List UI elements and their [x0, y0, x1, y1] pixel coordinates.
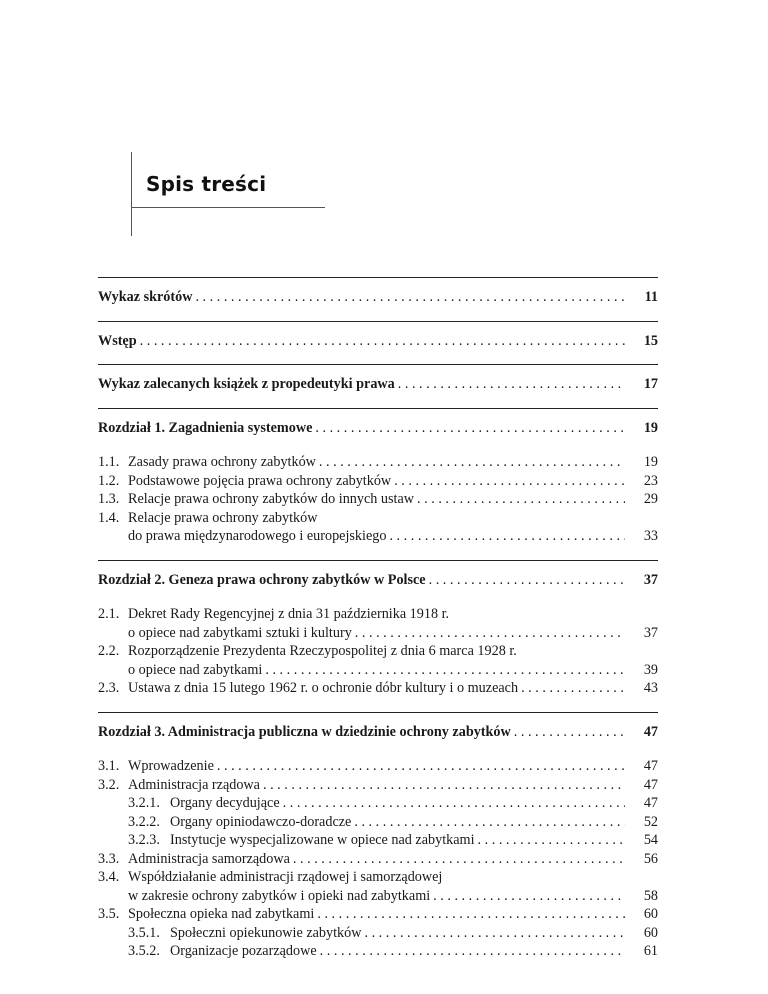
dot-leader	[317, 905, 625, 924]
toc-entry	[98, 942, 658, 961]
toc-page-number: 56	[643, 850, 658, 867]
dot-leader	[354, 813, 625, 832]
toc-entry-number: 3.4.	[98, 869, 120, 885]
toc-entry-number: 3.2.1.	[128, 795, 160, 811]
toc-entry	[98, 472, 658, 491]
toc-page-number: 39	[643, 661, 658, 678]
toc-entry-number: 2.3.	[98, 680, 120, 696]
toc-entry-number: 3.3.	[98, 850, 120, 867]
toc-entry-number: 3.5.1.	[128, 924, 160, 941]
title-horizontal-rule	[131, 207, 325, 208]
toc-entry	[98, 642, 658, 661]
dot-leader	[389, 527, 625, 546]
toc-divider	[98, 408, 658, 409]
toc-page-number: 37	[643, 624, 658, 641]
toc-entry-title: Społeczna opieka nad zabytkami	[128, 906, 315, 922]
dot-leader	[140, 332, 625, 351]
dot-leader	[315, 419, 625, 438]
toc-entry-number: 1.4.	[98, 509, 120, 526]
toc-entry-number: 3.2.2.	[128, 813, 160, 830]
toc-entry-title: Relacje prawa ochrony zabytków	[128, 509, 318, 526]
toc-entry-title: Administracja samorządowa	[128, 850, 290, 867]
toc-entry-title-continued: o opiece nad zabytkami	[128, 661, 263, 678]
toc-page-number: 23	[643, 472, 658, 489]
toc-divider	[98, 321, 658, 322]
toc-entry-title-continued: w zakresie ochrony zabytków i opieki nad zabytkami	[128, 887, 431, 904]
toc-entry-number: 1.1.	[98, 454, 120, 470]
toc-entry-title: Instytucje wyspecjalizowane w opiece nad zabytkami	[170, 832, 475, 848]
toc-divider	[98, 712, 658, 713]
toc-entry	[98, 679, 658, 698]
toc-entry-title-continued: do prawa międzynarodowego i europejskiego	[128, 528, 387, 544]
toc-page-number: 47	[643, 795, 658, 811]
toc-entry-title: Relacje prawa ochrony zabytków do innych ustaw	[128, 491, 415, 507]
toc-entry	[98, 453, 658, 472]
dot-leader	[355, 624, 625, 643]
toc-page-number: 11	[644, 289, 658, 305]
toc-entry	[98, 813, 658, 832]
toc-entry-continuation	[98, 887, 658, 906]
toc-page-number: 47	[643, 758, 658, 774]
toc-entry-number: 3.5.2.	[128, 943, 160, 959]
page-title: Spis treści	[146, 172, 267, 196]
dot-leader	[263, 776, 625, 795]
dot-leader	[398, 375, 625, 394]
toc-entry-title: Administracja rządowa	[128, 776, 260, 793]
toc-entry-title: Wstęp	[98, 332, 137, 349]
dot-leader	[394, 472, 625, 491]
toc-entry-continuation	[98, 624, 658, 643]
toc-page-number: 19	[643, 419, 658, 436]
toc-entry	[98, 776, 658, 795]
toc-entry-title: Dekret Rady Regencyjnej z dnia 31 października 1918 r.	[128, 606, 450, 622]
toc-entry-number: 1.3.	[98, 491, 120, 507]
toc-page-number: 47	[643, 776, 658, 793]
toc-entry-number: 3.5.	[98, 906, 120, 922]
dot-leader	[217, 757, 625, 776]
toc-divider	[98, 364, 658, 365]
dot-leader	[514, 723, 625, 742]
toc-entry-title: Rozdział 2. Geneza prawa ochrony zabytków w Polsce	[98, 571, 426, 588]
toc-page-number: 54	[643, 832, 658, 848]
toc-entry-title: Podstawowe pojęcia prawa ochrony zabytków	[128, 472, 392, 489]
toc-page-number: 52	[643, 813, 658, 830]
toc-entry-continuation	[98, 527, 658, 546]
dot-leader	[283, 794, 625, 813]
toc-page-number: 19	[643, 454, 658, 470]
toc-entry-title: Organy opiniodawczo-doradcze	[170, 813, 352, 830]
dot-leader	[521, 679, 625, 698]
toc-divider	[98, 277, 658, 278]
toc-entry-number: 2.2.	[98, 643, 120, 659]
toc-entry	[98, 794, 658, 813]
dot-leader	[319, 453, 625, 472]
toc-page-number: 47	[643, 723, 658, 740]
toc-entry	[98, 571, 658, 590]
toc-entry-title: Wykaz zalecanych książek z propedeutyki prawa	[98, 376, 395, 392]
toc-entry	[98, 332, 658, 351]
toc-entry-number: 2.1.	[98, 606, 120, 622]
dot-leader	[364, 924, 625, 943]
toc-entry-title-continued: o opiece nad zabytkami sztuki i kultury	[128, 624, 352, 641]
dot-leader	[293, 850, 625, 869]
toc-entry-title: Zasady prawa ochrony zabytków	[128, 454, 316, 470]
toc-page-number: 60	[643, 924, 658, 941]
dot-leader	[429, 571, 625, 590]
toc-entry-number: 3.2.	[98, 776, 120, 793]
toc-page-number: 58	[643, 887, 658, 904]
toc-page-number: 60	[643, 906, 658, 922]
toc-entry-number: 3.2.3.	[128, 832, 160, 848]
dot-leader	[433, 887, 625, 906]
toc-entry	[98, 850, 658, 869]
toc-entry-title: Rozdział 3. Administracja publiczna w dziedzinie ochrony zabytków	[98, 723, 511, 740]
toc-entry-number: 1.2.	[98, 472, 120, 489]
toc-entry-title: Społeczni opiekunowie zabytków	[170, 924, 362, 941]
toc-page-number: 15	[643, 332, 658, 349]
toc-entry	[98, 288, 658, 307]
toc-entry-title: Rozdział 1. Zagadnienia systemowe	[98, 419, 313, 436]
table-of-contents	[98, 277, 658, 961]
toc-entry	[98, 375, 658, 394]
dot-leader	[478, 831, 625, 850]
toc-entry	[98, 723, 658, 742]
dot-leader	[195, 288, 625, 307]
toc-entry	[98, 831, 658, 850]
toc-entry	[98, 605, 658, 624]
toc-divider	[98, 560, 658, 561]
toc-entry	[98, 868, 658, 887]
toc-page-number: 17	[643, 376, 658, 392]
toc-entry	[98, 509, 658, 528]
toc-entry-title: Organizacje pozarządowe	[170, 943, 317, 959]
dot-leader	[265, 661, 625, 680]
toc-page-number: 29	[643, 491, 658, 507]
toc-page-number: 61	[643, 943, 658, 959]
toc-entry-title: Współdziałanie administracji rządowej i samorządowej	[128, 869, 443, 885]
toc-entry	[98, 905, 658, 924]
toc-entry	[98, 490, 658, 509]
toc-page-number: 33	[643, 528, 658, 544]
toc-entry-title: Wprowadzenie	[128, 758, 214, 774]
toc-entry-title: Wykaz skrótów	[98, 289, 193, 305]
toc-entry	[98, 419, 658, 438]
toc-entry-title: Ustawa z dnia 15 lutego 1962 r. o ochronie dóbr kultury i o muzeach	[128, 680, 519, 696]
toc-page-number: 43	[643, 680, 658, 696]
toc-entry	[98, 924, 658, 943]
dot-leader	[417, 490, 625, 509]
title-vertical-rule	[131, 152, 132, 236]
toc-entry-number: 3.1.	[98, 758, 120, 774]
toc-entry	[98, 757, 658, 776]
toc-entry-title: Organy decydujące	[170, 795, 280, 811]
toc-entry-continuation	[98, 661, 658, 680]
dot-leader	[320, 942, 625, 961]
toc-page-number: 37	[643, 571, 658, 588]
toc-entry-title: Rozporządzenie Prezydenta Rzeczypospolitej z dnia 6 marca 1928 r.	[128, 643, 517, 659]
